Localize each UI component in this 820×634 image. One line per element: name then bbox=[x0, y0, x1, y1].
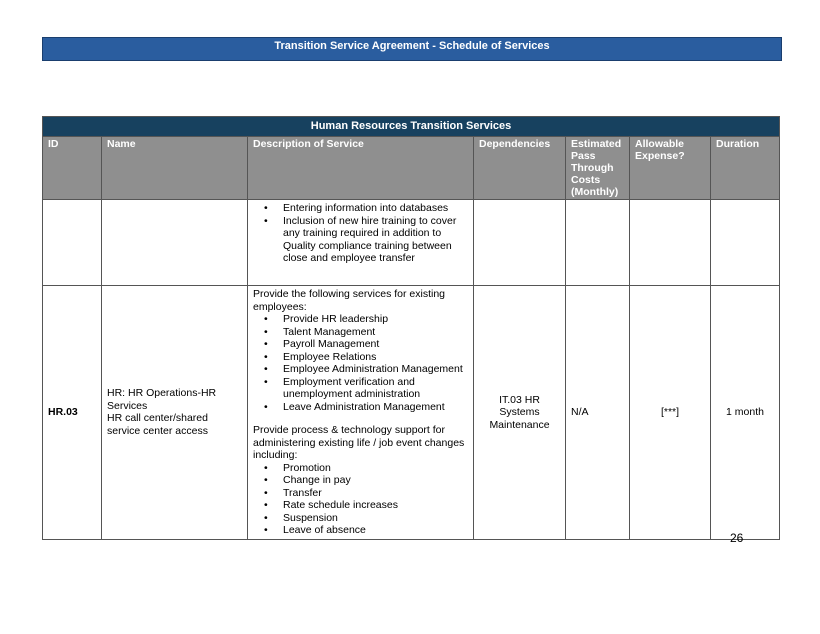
list-item: • Leave of absence bbox=[253, 524, 468, 537]
list-item: • Rate schedule increases bbox=[253, 499, 468, 512]
header-description: Description of Service bbox=[248, 137, 474, 200]
list-item: • Employee Administration Management bbox=[253, 363, 468, 376]
section-title: Human Resources Transition Services bbox=[43, 117, 780, 137]
list-item: • Employee Relations bbox=[253, 351, 468, 364]
header-id: ID bbox=[43, 137, 102, 200]
header-expense: Allowable Expense? bbox=[630, 137, 711, 200]
header-cost: Estimated Pass Through Costs (Monthly) bbox=[566, 137, 630, 200]
row-expense: [***] bbox=[630, 286, 711, 540]
list-item: • Leave Administration Management bbox=[253, 401, 468, 414]
description-intro: Provide the following services for existing employees: bbox=[253, 288, 446, 313]
row-dependencies: IT.03 HR Systems Maintenance bbox=[474, 286, 566, 540]
list-item: • Talent Management bbox=[253, 326, 468, 339]
list-item: • Employment verification and unemployment administration bbox=[253, 376, 468, 401]
list-item: • Change in pay bbox=[253, 474, 468, 487]
header-name: Name bbox=[102, 137, 248, 200]
row-id: HR.03 bbox=[43, 286, 102, 540]
list-item: • Promotion bbox=[253, 462, 468, 475]
row-name: HR: HR Operations-HR Services HR call center/shared service center access bbox=[102, 286, 248, 540]
page-number: 26 bbox=[730, 531, 744, 545]
description-cell bbox=[248, 286, 474, 540]
list-item: • Entering information into databases bbox=[253, 202, 468, 215]
list-item: • Suspension bbox=[253, 512, 468, 525]
header-duration: Duration bbox=[711, 137, 780, 200]
bullet-list bbox=[253, 462, 468, 537]
header-dependencies: Dependencies bbox=[474, 137, 566, 200]
banner-title: Transition Service Agreement - Schedule of Services bbox=[274, 40, 550, 52]
list-item: • Inclusion of new hire training to cover any training required in addition to Quality compliance training between close and employee transfer bbox=[253, 215, 468, 265]
list-item: • Payroll Management bbox=[253, 338, 468, 351]
hr-transition-services-table bbox=[42, 116, 780, 540]
list-item: • Provide HR leadership bbox=[253, 313, 468, 326]
table-row bbox=[43, 286, 780, 540]
document-banner bbox=[42, 37, 782, 61]
list-item: • Transfer bbox=[253, 487, 468, 500]
row-duration: 1 month bbox=[711, 286, 780, 540]
bullet-list bbox=[253, 202, 468, 265]
description-cell bbox=[248, 200, 474, 286]
header-row bbox=[43, 137, 780, 200]
description-intro: Provide process & technology support for administering existing life / job event changes including: bbox=[253, 424, 465, 461]
row-cost: N/A bbox=[566, 286, 630, 540]
bullet-list bbox=[253, 313, 468, 413]
table-row bbox=[43, 200, 780, 286]
